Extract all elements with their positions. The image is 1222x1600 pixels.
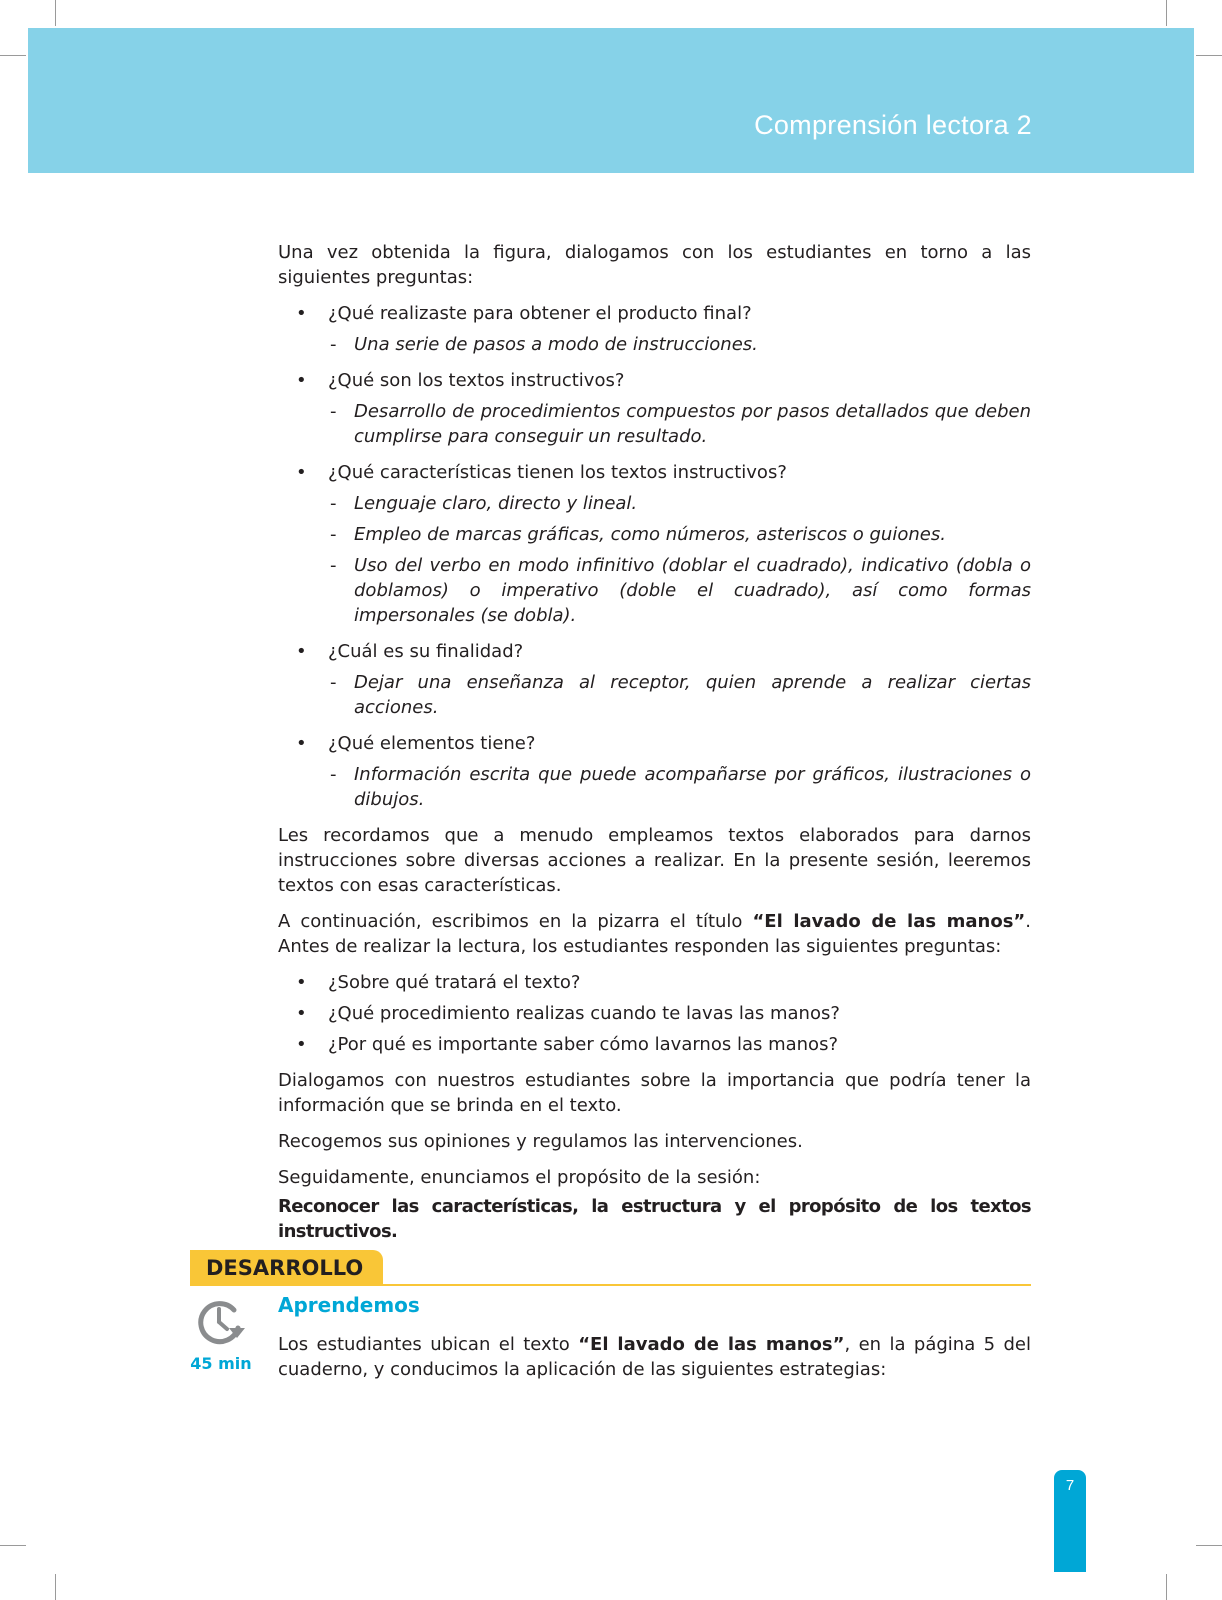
page-number: 7 <box>1065 1477 1075 1494</box>
crop-mark <box>0 55 26 56</box>
section-body <box>278 1332 1031 1382</box>
continuacion-after: . Antes de realizar la lectura, los estudiantes responden las siguientes preguntas: <box>278 911 1031 957</box>
question-list <box>278 301 1031 812</box>
crop-mark <box>1196 55 1222 56</box>
seguidamente-paragraph: Seguidamente, enunciamos el propósito de la sesión: <box>278 1167 761 1188</box>
continuacion-before: A continuación, escribimos en la pizarra el título <box>278 911 753 932</box>
clock-icon <box>196 1298 246 1346</box>
question-text: • ¿Cuál es su finalidad? <box>328 641 524 662</box>
answer-item: - Dejar una enseñanza al receptor, quien aprende a realizar ciertas acciones. <box>328 670 1031 720</box>
answer-item: - Información escrita que puede acompañarse por gráficos, ilustraciones o dibujos. <box>328 762 1031 812</box>
question-item <box>278 731 1031 812</box>
dialogamos-paragraph: Dialogamos con nuestros estudiantes sobre la importancia que podría tener la información que se brinda en el texto. <box>278 1070 1031 1116</box>
answer-list <box>328 332 1031 357</box>
section-body-before: Los estudiantes ubican el texto <box>278 1334 579 1355</box>
answer-item: - Lenguaje claro, directo y lineal. <box>328 491 1031 516</box>
answer-item: - Desarrollo de procedimientos compuestos por pasos detallados que deben cumplirse para conseguir un resultado. <box>328 399 1031 449</box>
answer-item: - Empleo de marcas gráficas, como números, asteriscos o guiones. <box>328 522 1031 547</box>
recogemos-paragraph: Recogemos sus opiniones y regulamos las intervenciones. <box>278 1131 803 1152</box>
main-content <box>278 240 1031 1255</box>
question-text: • ¿Qué características tienen los textos instructivos? <box>328 462 787 483</box>
desarrollo-divider <box>190 1284 1031 1286</box>
question-item <box>278 460 1031 628</box>
crop-mark <box>55 0 56 26</box>
prereading-list <box>278 970 1031 1057</box>
section-body-title: “El lavado de las manos” <box>578 1334 845 1355</box>
question-item <box>278 368 1031 449</box>
question-text: • ¿Qué realizaste para obtener el producto final? <box>328 303 752 324</box>
question-item <box>278 301 1031 357</box>
crop-mark <box>55 1574 56 1600</box>
answer-item: - Una serie de pasos a modo de instrucciones. <box>328 332 1031 357</box>
continuacion-paragraph <box>278 909 1031 959</box>
header-title: Comprensión lectora 2 <box>754 110 1032 140</box>
question-text: • ¿Qué son los textos instructivos? <box>328 370 625 391</box>
intro-paragraph: Una vez obtenida la figura, dialogamos con los estudiantes en torno a las siguientes preguntas: <box>278 242 1031 288</box>
answer-list <box>328 670 1031 720</box>
recordamos-paragraph: Les recordamos que a menudo empleamos textos elaborados para darnos instrucciones sobre diversas acciones a realizar. En la presente sesión, leeremos textos con esas características. <box>278 825 1031 896</box>
answer-list <box>328 491 1031 628</box>
continuacion-title: “El lavado de las manos” <box>752 911 1026 932</box>
crop-mark <box>0 1545 26 1546</box>
answer-list <box>328 762 1031 812</box>
question-text: • ¿Qué elementos tiene? <box>328 733 536 754</box>
answer-item: - Uso del verbo en modo infinitivo (doblar el cuadrado), indicativo (dobla o doblamos) o imperativo (doble el cuadrado), así como formas impersonales (se dobla). <box>328 553 1031 628</box>
crop-mark <box>1196 1545 1222 1546</box>
prereading-item: • ¿Sobre qué tratará el texto? <box>278 970 1031 995</box>
header-band <box>28 28 1194 173</box>
time-label: 45 min <box>190 1354 252 1373</box>
prereading-item: • ¿Por qué es importante saber cómo lavarnos las manos? <box>278 1032 1031 1057</box>
crop-mark <box>1166 1574 1167 1600</box>
section-body-after: , en la página 5 del cuaderno, y conducimos la aplicación de las siguientes estrategias: <box>278 1334 1031 1380</box>
question-item <box>278 639 1031 720</box>
desarrollo-tab: DESARROLLO <box>190 1250 383 1285</box>
section-heading: Aprendemos <box>278 1293 420 1317</box>
prereading-item: • ¿Qué procedimiento realizas cuando te lavas las manos? <box>278 1001 1031 1026</box>
crop-mark <box>1166 0 1167 26</box>
answer-list <box>328 399 1031 449</box>
session-purpose: Reconocer las características, la estructura y el propósito de los textos instructivos. <box>278 1196 1031 1242</box>
